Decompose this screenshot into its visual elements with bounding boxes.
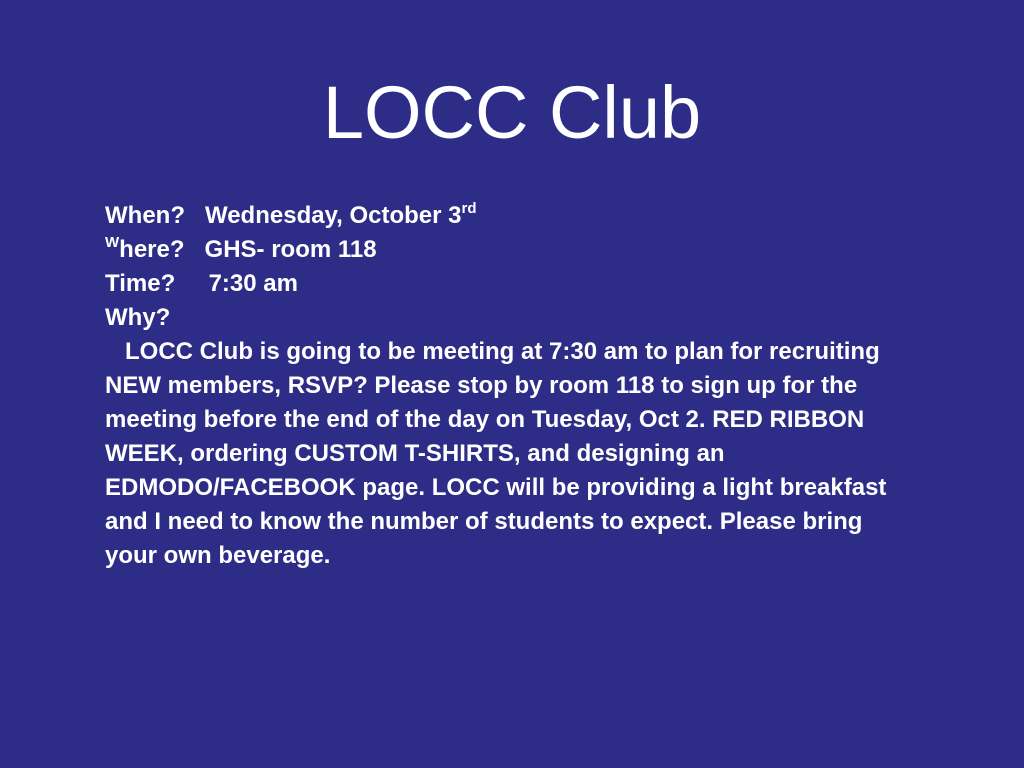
where-superscript: W	[105, 234, 120, 251]
slide-body	[105, 199, 920, 573]
where-line	[105, 233, 920, 267]
why-indent	[105, 338, 125, 365]
when-superscript: rd	[461, 200, 477, 217]
time-line: Time? 7:30 am	[105, 270, 298, 297]
why-label: Why?	[105, 304, 171, 331]
why-text: LOCC Club is going to be meeting at 7:30 am to plan for recruiting NEW members, RSVP? Please stop by room 118 to sign up for the meeting before the end of the day on Tuesday, Oct 2. RED RIBBON WEEK, ordering CUSTOM T-SHIRTS, and designing an EDMODO/FACEBOOK page. LOCC will be providing a light breakfast and I need to know the number of students to expect. Please bring your own beverage.	[105, 338, 887, 569]
slide-title: LOCC Club	[322, 71, 702, 154]
when-line	[105, 199, 920, 233]
when-text: When? Wednesday, October 3	[105, 202, 462, 229]
why-paragraph	[105, 335, 905, 573]
where-text: here? GHS- room 118	[119, 236, 377, 263]
